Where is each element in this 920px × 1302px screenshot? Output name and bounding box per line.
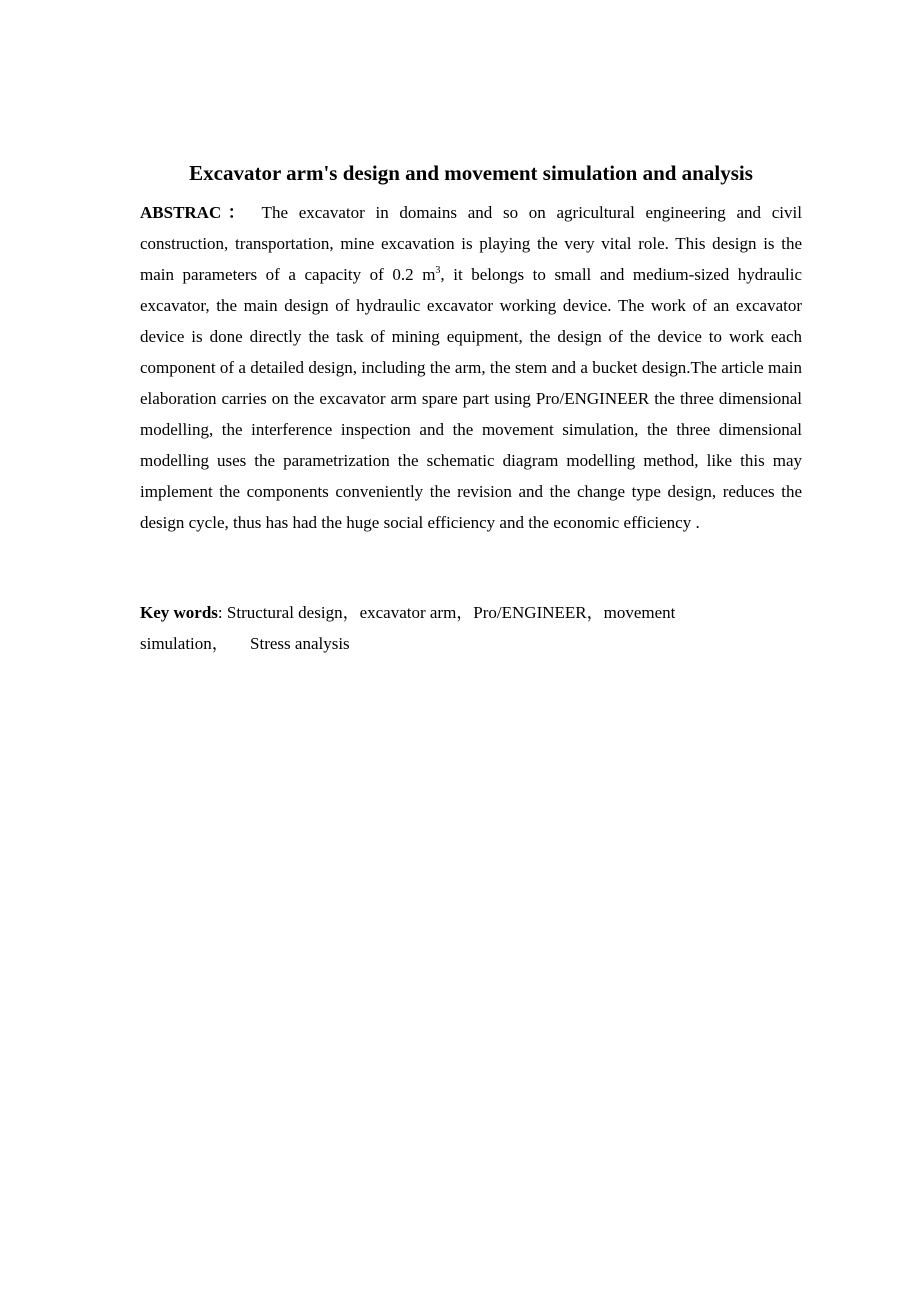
- document-title: Excavator arm's design and movement simulation and analysis: [189, 161, 753, 185]
- abstract-paragraph: [140, 197, 802, 538]
- keywords-paragraph: [140, 597, 802, 659]
- abstract-superscript: 3: [435, 265, 441, 276]
- keywords-text-line1: : Structural design，excavator arm，Pro/ENGINEER，movement: [217, 603, 676, 622]
- abstract-text-part2: , it belongs to small and medium-sized hydraulic excavator, the main design of hydraulic excavator working device. The work of an excavator device is done directly the task of mining equipment, the design of the device to work each component of a detailed design, including the arm, the stem and a bucket design.The article main elaboration carries on the excavator arm spare part using Pro/ENGINEER the three dimensional modelling, the interference inspection and the movement simulation, the three dimensional modelling uses the parametrization the schematic diagram modelling method, like this may implement the components conveniently the revision and the change type design, reduces the design cycle, thus has had the huge social efficiency and the economic efficiency .: [140, 265, 802, 532]
- keywords-line-1: [140, 597, 802, 628]
- abstract-text-part1: The excavator in domains and so on agricultural engineering and civil construction, transportation, mine excavation is playing the very vital role. This design is the main parameters of a capacity of 0.2 m: [140, 203, 802, 284]
- abstract-label: ABSTRAC：: [140, 203, 252, 222]
- keywords-line-2: simulation， Stress analysis: [140, 634, 350, 653]
- keywords-label: Key words: [140, 603, 218, 622]
